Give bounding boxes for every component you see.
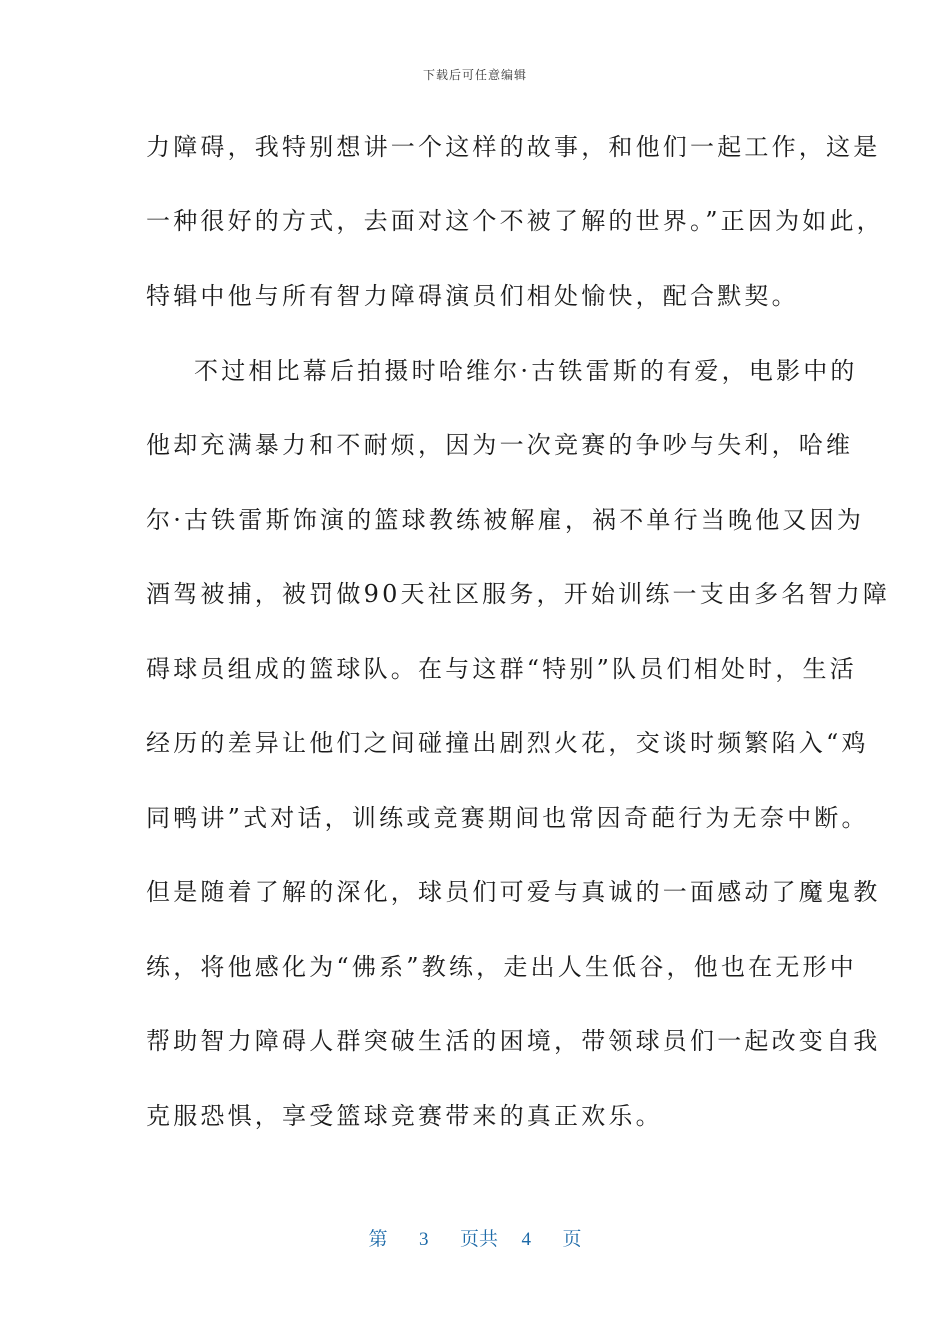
body-line: 但是随着了解的深化，球员们可爱与真诚的一面感动了魔鬼教 (146, 878, 881, 906)
body-line: 经历的差异让他们之间碰撞出剧烈火花，交谈时频繁陷入“鸡 (146, 729, 869, 757)
body-line: 同鸭讲”式对话，训练或竞赛期间也常因奇葩行为无奈中断。 (146, 804, 869, 832)
page-mid: 页共 (459, 1229, 498, 1250)
body-line: 特辑中他与所有智力障碍演员们相处愉快，配合默契。 (146, 282, 799, 310)
body-line: 练，将他感化为“佛系”教练，走出人生低谷，他也在无形中 (146, 953, 857, 981)
body-line: 力障碍，我特别想讲一个这样的故事，和他们一起工作，这是 (146, 133, 881, 161)
body-line: 尔·古铁雷斯饰演的篮球教练被解雇，祸不单行当晚他又因为 (146, 506, 865, 534)
page-footer (0, 1224, 950, 1251)
body-line: 酒驾被捕，被罚做90天社区服务，开始训练一支由多名智力障 (146, 580, 891, 608)
header-note: 下载后可任意编辑 (422, 68, 527, 82)
body-line: 克服恐惧，享受篮球竞赛带来的真正欢乐。 (146, 1102, 663, 1130)
page-suffix: 页 (562, 1229, 582, 1250)
body-line: 碍球员组成的篮球队。在与这群“特别”队员们相处时，生活 (146, 655, 857, 683)
body-line: 不过相比幕后拍摄时哈维尔·古铁雷斯的有爱，电影中的 (194, 357, 858, 385)
body-line: 他却充满暴力和不耐烦，因为一次竞赛的争吵与失利，哈维 (146, 431, 854, 459)
current-page-number: 3 (418, 1229, 429, 1250)
body-line: 一种很好的方式，去面对这个不被了解的世界。”正因为如此， (146, 207, 884, 235)
page-prefix: 第 (368, 1229, 388, 1250)
body-line: 帮助智力障碍人群突破生活的困境，带领球员们一起改变自我 (146, 1027, 881, 1055)
total-pages-number: 4 (521, 1229, 531, 1250)
